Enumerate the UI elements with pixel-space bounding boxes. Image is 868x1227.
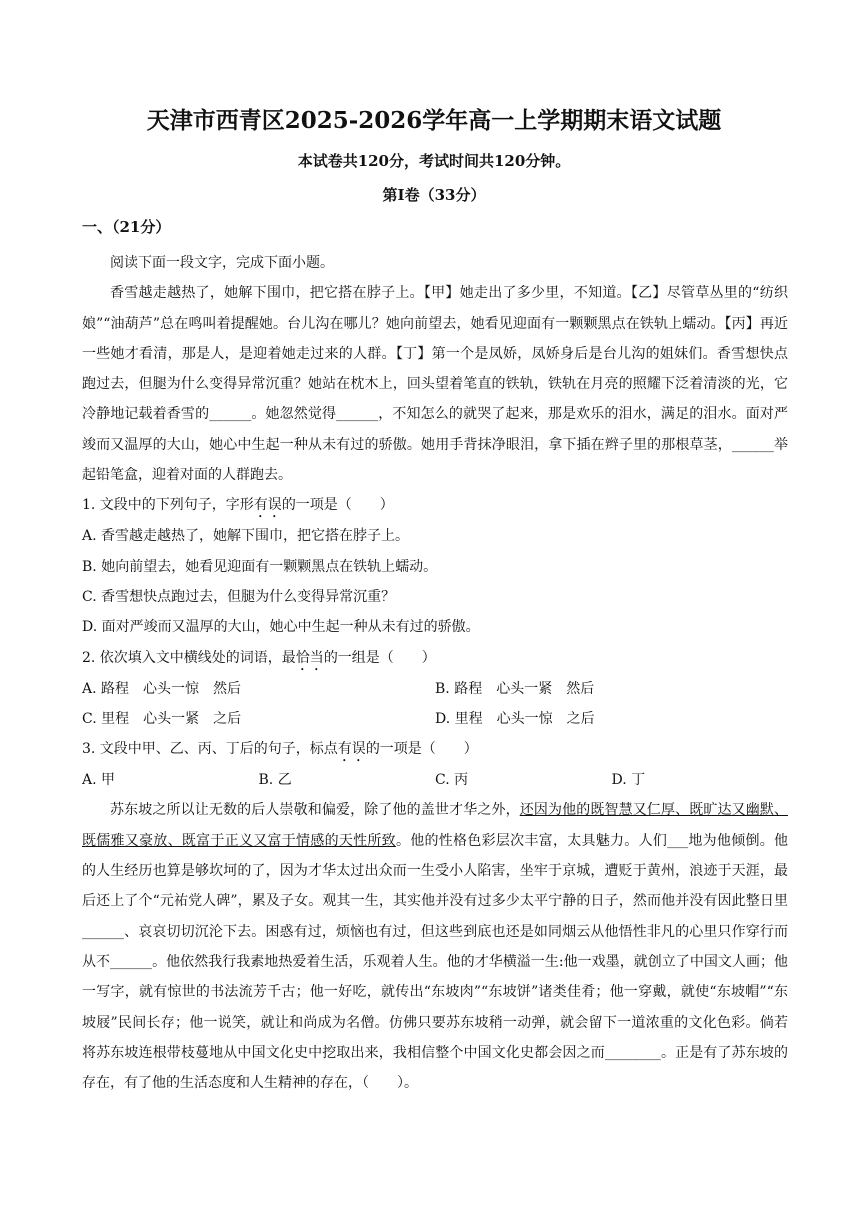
question-1-stem-a: 1. 文段中的下列句子，字形	[82, 497, 254, 514]
question-2-option-b: B. 路程 心头一紧 然后	[435, 680, 595, 697]
question-2-emphasis: 恰当	[295, 649, 324, 666]
page-title: 天津市西青区2025-2026学年高一上学期期末语文试题	[146, 107, 722, 134]
exam-content	[82, 248, 788, 1098]
passage1-text: 香雪越走越热了，她解下围巾，把它搭在脖子上。【甲】她走出了多少里，不知道。【乙】尽管草丛里的“纺织娘”“油葫芦”总在鸣叫着提醒她。台儿沟在哪儿？她向前望去，她看见迎面有一颗颗黑点在铁轨上蠕动。【丙】再近一些她才看清，那是人，是迎着她走过来的人群。【丁】第一个是凤娇，凤娇身后是台儿沟的姐妹们。香雪想快点跑过去，但腿为什么变得异常沉重？她站在枕木上，回头望着笔直的铁轨，铁轨在月亮的照耀下泛着清淡的光，它冷静地记载着香雪的______。她忽然觉得______，不知怎么的就哭了起来，那是欢乐的泪水，满足的泪水。面对严竣而又温厚的大山，她心中生起一种从未有过的骄傲。她用手背抹净眼泪，拿下插在辫子里的那根草茎，______举起铅笔盒，迎着对面的人群跑去。	[82, 285, 788, 484]
question-3-options	[82, 765, 788, 795]
question-1-option-a: A. 香雪越走越热了，她解下围巾，把它搭在脖子上。	[82, 528, 410, 545]
question-2-options-row-1	[82, 674, 788, 704]
passage2-part1: 苏东坡之所以让无数的后人崇敬和偏爱，除了他的盖世才华之外，	[110, 802, 520, 819]
question-2-stem-b: 的一组是（ ）	[323, 649, 436, 666]
question-1-stem	[82, 490, 788, 521]
question-2-option-c: C. 里程 心头一紧 之后	[82, 710, 242, 727]
question-2-stem-a: 2. 依次填入文中横线处的词语，最	[82, 649, 296, 666]
question-3-option-d: D. 丁	[611, 772, 646, 789]
passage2-underlined-sentence: 还因为他的既智慧又仁厚、既旷达又幽默、既儒雅又豪放、既富于正义又富于情感的天性所致	[82, 802, 788, 849]
question-1-option-c: C. 香雪想快点跑过去，但腿为什么变得异常沉重？	[82, 588, 396, 605]
passage2-part2: 。他的性格色彩层次丰富，太具魅力。人们___地为他倾倒。他的人生经历也算是够坎坷的了，因为才华太过出众而一生受小人陷害，坐牢于京城，遭贬于黄州，浪迹于天涯，最后还上了个“元祐党人碑”，累及子女。观其一生，其实他并没有过多少太平宁静的日子，然而他并没有因此整日里______、哀哀切切沉沦下去。困惑有过，烦恼也有过，但这些到底也还是如同烟云从他悟性非凡的心里只作穿行而从不______。他依然我行我素地热爱着生活，乐观着人生。他的才华横溢一生:他一戏墨，就创立了中国文人画；他一写字，就有惊世的书法流芳千古；他一好吃，就传出“东坡肉”“东坡饼”诸类佳肴；他一穿戴，就使“东坡帽”“东坡屐”民间长存；他一说笑，就让和尚成为名僧。仿佛只要苏东坡稍一动弹，就会留下一道浓重的文化色彩。倘若将苏东坡连根带枝蔓地从中国文化史中挖取出来，我相信整个中国文化史都会因之而________。正是有了苏东坡的存在，有了他的生活态度和人生精神的存在，（ ）。	[82, 832, 789, 1092]
question-2-stem	[82, 643, 788, 674]
question-3-stem-b: 的一项是（ ）	[365, 741, 478, 758]
question-1-option-d: D. 面对严竣而又温厚的大山，她心中生起一种从未有过的骄傲。	[82, 619, 480, 636]
question-3-emphasis: 有误	[337, 741, 366, 758]
question-3-option-b: B. 乙	[258, 772, 292, 789]
question-3-option-c: C. 丙	[435, 772, 469, 789]
passage2-text	[82, 795, 788, 1098]
section-heading: 一、（21分）	[82, 218, 171, 236]
question-3-stem	[82, 734, 788, 765]
question-2-option-a: A. 路程 心头一惊 然后	[82, 680, 242, 697]
question-3-stem-a: 3. 文段中甲、乙、丙、丁后的句子，标点	[82, 741, 338, 758]
question-1-stem-b: 的一项是（ ）	[281, 497, 394, 514]
exam-info: 本试卷共120分，考试时间共120分钟。	[297, 152, 571, 170]
question-2-options-row-2	[82, 704, 788, 734]
passage1-intro: 阅读下面一段文字，完成下面小题。	[110, 255, 334, 271]
question-1-emphasis: 有误	[253, 497, 282, 514]
question-3-option-a: A. 甲	[82, 772, 116, 789]
question-1-option-b: B. 她向前望去，她看见迎面有一颗颗黑点在铁轨上蠕动。	[82, 558, 438, 575]
part-heading: 第Ⅰ卷（33分）	[382, 186, 486, 204]
question-2-option-d: D. 里程 心头一惊 之后	[435, 710, 595, 727]
